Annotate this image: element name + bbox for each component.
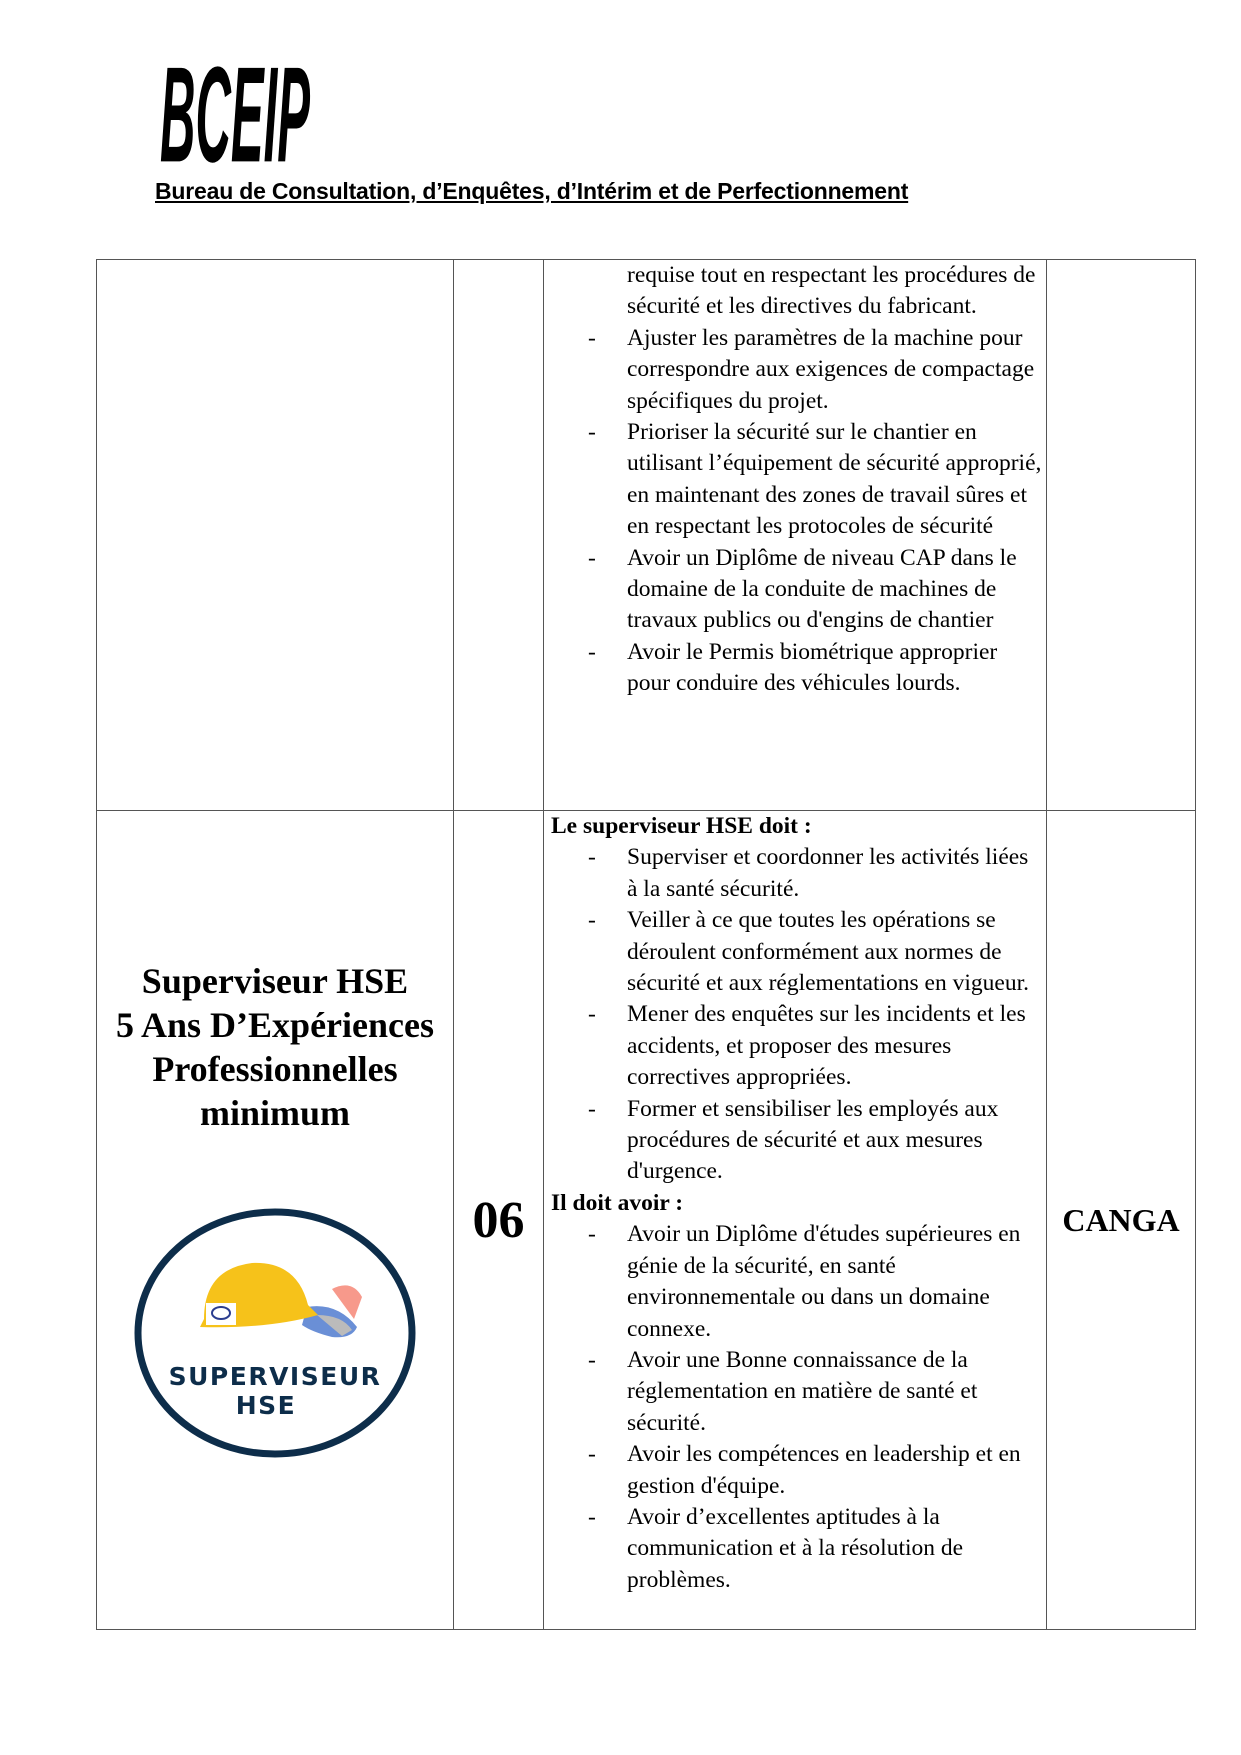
bceip-logo — [152, 22, 318, 191]
list-item — [551, 999, 1042, 1093]
list-item — [551, 417, 1042, 543]
quantity-value: 06 — [454, 811, 544, 1630]
section-heading: Il doit avoir : — [551, 1189, 684, 1216]
dash-bullet: - — [588, 1346, 596, 1373]
list-item — [551, 1345, 1042, 1439]
description-cell — [544, 260, 1047, 811]
dash-bullet: - — [588, 544, 596, 571]
list-item-text: Superviser et coordonner les activités liées à la santé sécurité. — [627, 844, 1029, 902]
list-item-text: Avoir un Diplôme d'études supérieures en génie de la sécurité, en santé environnementale ou dans un domaine connexe. — [627, 1221, 1021, 1342]
dash-bullet: - — [588, 1001, 596, 1028]
list-item-text: Avoir les compétences en leadership et en gestion d'équipe. — [627, 1441, 1021, 1499]
list-item — [551, 1094, 1042, 1188]
list-item-text: Ajuster les paramètres de la machine pour correspondre aux exigences de compactage spécifiques du projet. — [627, 324, 1035, 414]
svg-text:BCEIP: BCEIP — [159, 38, 311, 191]
description-cell — [544, 811, 1047, 1630]
list-item-text: Prioriser la sécurité sur le chantier en utilisant l’équipement de sécurité approprié, en maintenant des zones de travail sûres et en respectant les protocoles de sécurité — [627, 419, 1042, 540]
list-item — [551, 323, 1042, 417]
quantity-cell — [454, 260, 544, 811]
dash-bullet: - — [588, 324, 596, 351]
dash-bullet: - — [588, 1095, 596, 1122]
list-item-text: Former et sensibiliser les employés aux procédures de sécurité et aux mesures d'urgence. — [627, 1095, 999, 1185]
dash-bullet: - — [588, 638, 596, 665]
list-item — [551, 905, 1042, 999]
list-item-text: Mener des enquêtes sur les incidents et les accidents, et proposer des mesures correctives appropriées. — [627, 1001, 1026, 1091]
list-item — [551, 1502, 1042, 1596]
dash-bullet: - — [588, 907, 596, 934]
list-item-text: Avoir d’excellentes aptitudes à la communication et à la résolution de problèmes. — [627, 1503, 964, 1593]
list-item-text: Avoir un Diplôme de niveau CAP dans le domaine de la conduite de machines de travaux publics ou d'engins de chantier — [627, 544, 1017, 634]
client-name: CANGA — [1047, 811, 1196, 1630]
list-item — [551, 637, 1042, 700]
dash-bullet: - — [588, 844, 596, 871]
list-item-text: Veiller à ce que toutes les opérations se déroulent conformément aux normes de sécurité et aux réglementations en vigueur. — [627, 907, 1029, 997]
list-item — [551, 842, 1042, 905]
dash-bullet: - — [588, 1441, 596, 1468]
job-table — [96, 259, 1196, 1630]
client-cell — [1047, 260, 1196, 811]
job-title: Superviseur HSE 5 Ans D’Expériences Professionnelles minimum — [116, 961, 434, 1133]
section-heading: Le superviseur HSE doit : — [551, 813, 812, 839]
list-item — [551, 1439, 1042, 1502]
job-cell — [97, 811, 454, 1630]
hse-badge-image — [132, 1207, 418, 1459]
job-cell — [97, 260, 454, 811]
table-row — [97, 811, 1196, 1630]
list-item-text: Avoir le Permis biométrique approprier pour conduire des véhicules lourds. — [627, 638, 998, 697]
table-row — [97, 260, 1196, 811]
continuation-text: requise tout en respectant les procédures de sécurité et les directives du fabricant. — [627, 262, 1036, 320]
svg-text:HSE: HSE — [235, 1391, 297, 1420]
dash-bullet: - — [588, 1221, 596, 1248]
svg-text:SUPERVISEUR: SUPERVISEUR — [168, 1362, 382, 1391]
list-item-text: Avoir une Bonne connaissance de la réglementation en matière de santé et sécurité. — [627, 1346, 978, 1436]
list-item — [551, 1219, 1042, 1345]
header-title: Bureau de Consultation, d’Enquêtes, d’Intérim et de Perfectionnement — [155, 178, 909, 204]
dash-bullet: - — [588, 419, 596, 446]
dash-bullet: - — [588, 1503, 596, 1530]
list-item — [551, 543, 1042, 637]
